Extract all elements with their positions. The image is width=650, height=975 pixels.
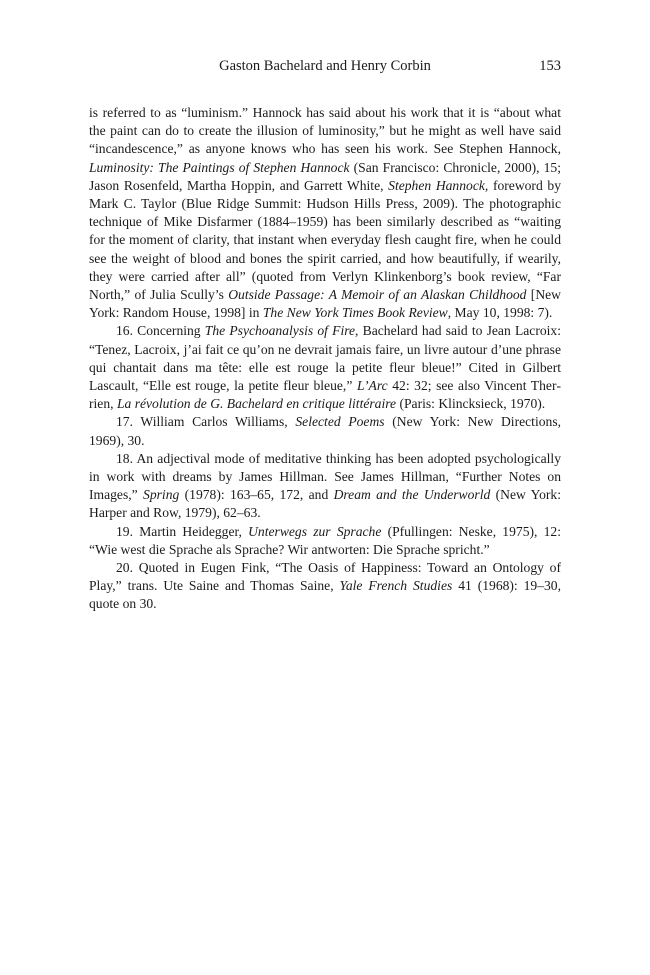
note-text: (San Francisco: Chronicle, 2000), 15; Jason Rosenfeld, Martha Hoppin, and Garrett White, xyxy=(89,159,561,193)
italic-title: Yale French Studies xyxy=(339,578,453,594)
note-text: (New York: New Directions, 1969), 30. xyxy=(89,414,562,448)
note-text: 41 (1968): 19–30, quote on 30. xyxy=(89,578,562,612)
note-text: (Pfullingen: Neske, 1975), 12: “Wie west die Sprache als Sprache? Wir antworten: Die Sprache spricht.” xyxy=(89,523,562,557)
note-text: , Bachelard had said to Jean Lacroix: “Tenez, Lacroix, j’ai fait ce qu’on ne devrait jamais faire, un livre autour d’une phrase qui chantait dans ma tête: elle est rouge la petite fleur bleue!” Cited in Gilbert Lascault, “Elle est rouge, la petite fleur bleue,” xyxy=(89,323,561,394)
footnote xyxy=(89,450,561,523)
note-text: , May 10, 1998: 7). xyxy=(447,305,553,321)
note-text: (1978): 163–65, 172, and xyxy=(179,487,334,503)
note-text: [New York: Random House, 1998] in xyxy=(89,287,561,321)
italic-title: The Psychoanalysis of Fire xyxy=(204,323,356,339)
note-text: 42: 32; see also Vincent Therrien, xyxy=(89,378,561,412)
running-title: Gaston Bachelard and Henry Corbin xyxy=(219,58,431,74)
italic-title: La révolution de G. Bachelard en critique littéraire xyxy=(116,396,397,412)
italic-title: Selected Poems xyxy=(295,414,385,430)
page-number: 153 xyxy=(539,58,561,74)
running-header xyxy=(89,58,561,80)
note-text: (Paris: Klincksieck, 1970). xyxy=(396,396,546,412)
note-text: (New York: Harper and Row, 1979), 62–63. xyxy=(89,487,562,521)
footnote xyxy=(89,413,561,449)
italic-title: Unterwegs zur Sprache xyxy=(248,523,382,539)
footnote xyxy=(89,559,561,614)
italic-title: Dream and the Underworld xyxy=(333,487,491,503)
note-text: 19. Martin Heidegger, xyxy=(116,523,249,539)
note-continuation xyxy=(89,104,561,322)
italic-title: Spring xyxy=(143,487,180,503)
italic-title: The New York Times Book Review xyxy=(262,305,448,321)
italic-title: Outside Passage: A Memoir of an Alaskan Childhood xyxy=(228,287,527,303)
note-text: 20. Quoted in Eugen Fink, “The Oasis of Happiness: Toward an Ontology of Play,” trans. Ute Saine and Thomas Saine, xyxy=(89,560,561,594)
footnote xyxy=(89,322,561,413)
note-text: 18. An adjectival mode of meditative thinking has been adopted psychologically in work with dreams by James Hillman. See James Hillman, “Further Notes on Images,” xyxy=(89,450,561,503)
note-text: foreword by Mark C. Taylor (Blue Ridge Summit: Hudson Hills Press, 2009). The photographic technique of Mike Disfarmer (1884–1959) has been similarly described as “waiting for the moment of clarity, that instant when everyday flesh caught fire, when he could see the weight of blood and bones the spirit carried, and how beautifully, if wearily, they were carried after all” (quoted from Verlyn Klinkenborg’s book review, “Far North,” of Julia Scully’s xyxy=(89,177,561,303)
note-text: 17. William Carlos Williams, xyxy=(116,414,296,430)
italic-title: Luminosity: The Paintings of Stephen Hannock xyxy=(89,159,350,175)
notes-body xyxy=(89,104,561,614)
italic-title: Stephen Hannock, xyxy=(388,177,489,193)
note-text: is referred to as “luminism.” Hannock has said about his work that it is “about what the paint can do to create the illusion of luminosity,” but he might as well have said “incandescence,” as anyone knows who has seen his work. See Stephen Hannock, xyxy=(89,105,561,157)
italic-title: L’Arc xyxy=(356,378,388,394)
note-text: 16. Concerning xyxy=(116,323,205,339)
footnote xyxy=(89,523,561,559)
